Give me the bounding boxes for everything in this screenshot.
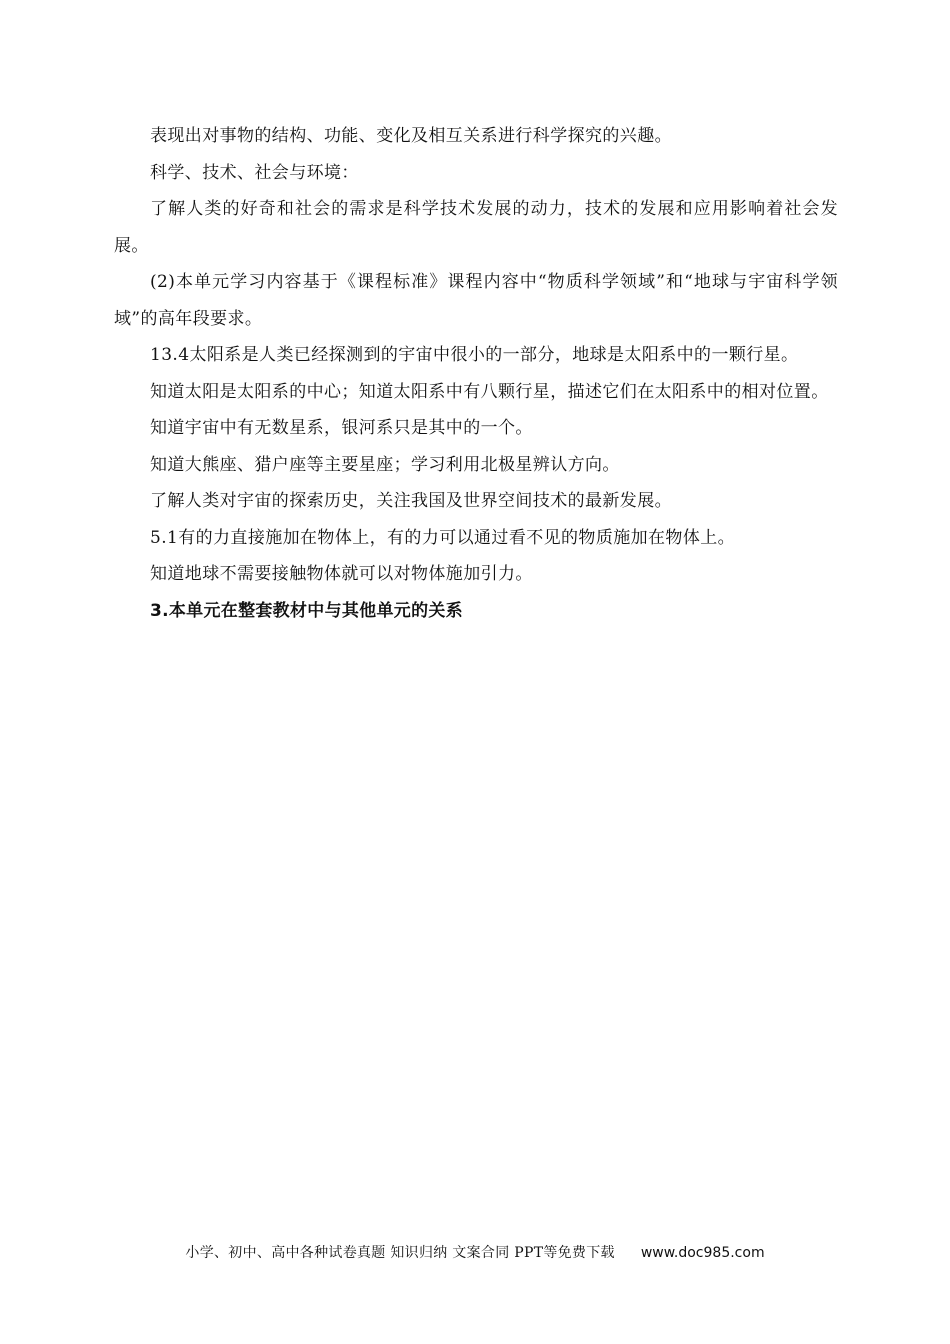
paragraph: 知道太阳是太阳系的中心；知道太阳系中有八颗行星，描述它们在太阳系中的相对位置。 <box>150 381 829 402</box>
paragraph: 知道地球不需要接触物体就可以对物体施加引力。 <box>150 564 533 584</box>
paragraph: 了解人类对宇宙的探索历史，关注我国及世界空间技术的最新发展。 <box>150 491 672 511</box>
paragraph: 5.1有的力直接施加在物体上，有的力可以通过看不见的物质施加在物体上。 <box>150 527 736 548</box>
paragraph: 了解人类的好奇和社会的需求是科学技术发展的动力，技术的发展和应用影响着社会发展。 <box>114 199 838 256</box>
paragraph: 13.4太阳系是人类已经探测到的宇宙中很小的一部分，地球是太阳系中的一颗行星。 <box>150 345 799 365</box>
paragraph: (2)本单元学习内容基于《课程标准》课程内容中“物质科学领域”和“地球与宇宙科学领域”的高年段要求。 <box>114 272 838 329</box>
footer-link[interactable]: www.doc985.com <box>640 1245 765 1261</box>
paragraph: 表现出对事物的结构、功能、变化及相互关系进行科学探究的兴趣。 <box>150 126 672 146</box>
page-footer <box>0 1243 950 1263</box>
paragraph: 科学、技术、社会与环境： <box>150 162 359 183</box>
footer-text: 小学、初中、高中各种试卷真题 知识归纳 文案合同 PPT等免费下载 <box>185 1245 615 1261</box>
paragraph: 知道大熊座、猎户座等主要星座；学习利用北极星辨认方向。 <box>150 454 620 475</box>
paragraph: 知道宇宙中有无数星系，银河系只是其中的一个。 <box>150 418 533 438</box>
document-body <box>114 118 838 629</box>
section-heading: 3.本单元在整套教材中与其他单元的关系 <box>150 600 463 621</box>
